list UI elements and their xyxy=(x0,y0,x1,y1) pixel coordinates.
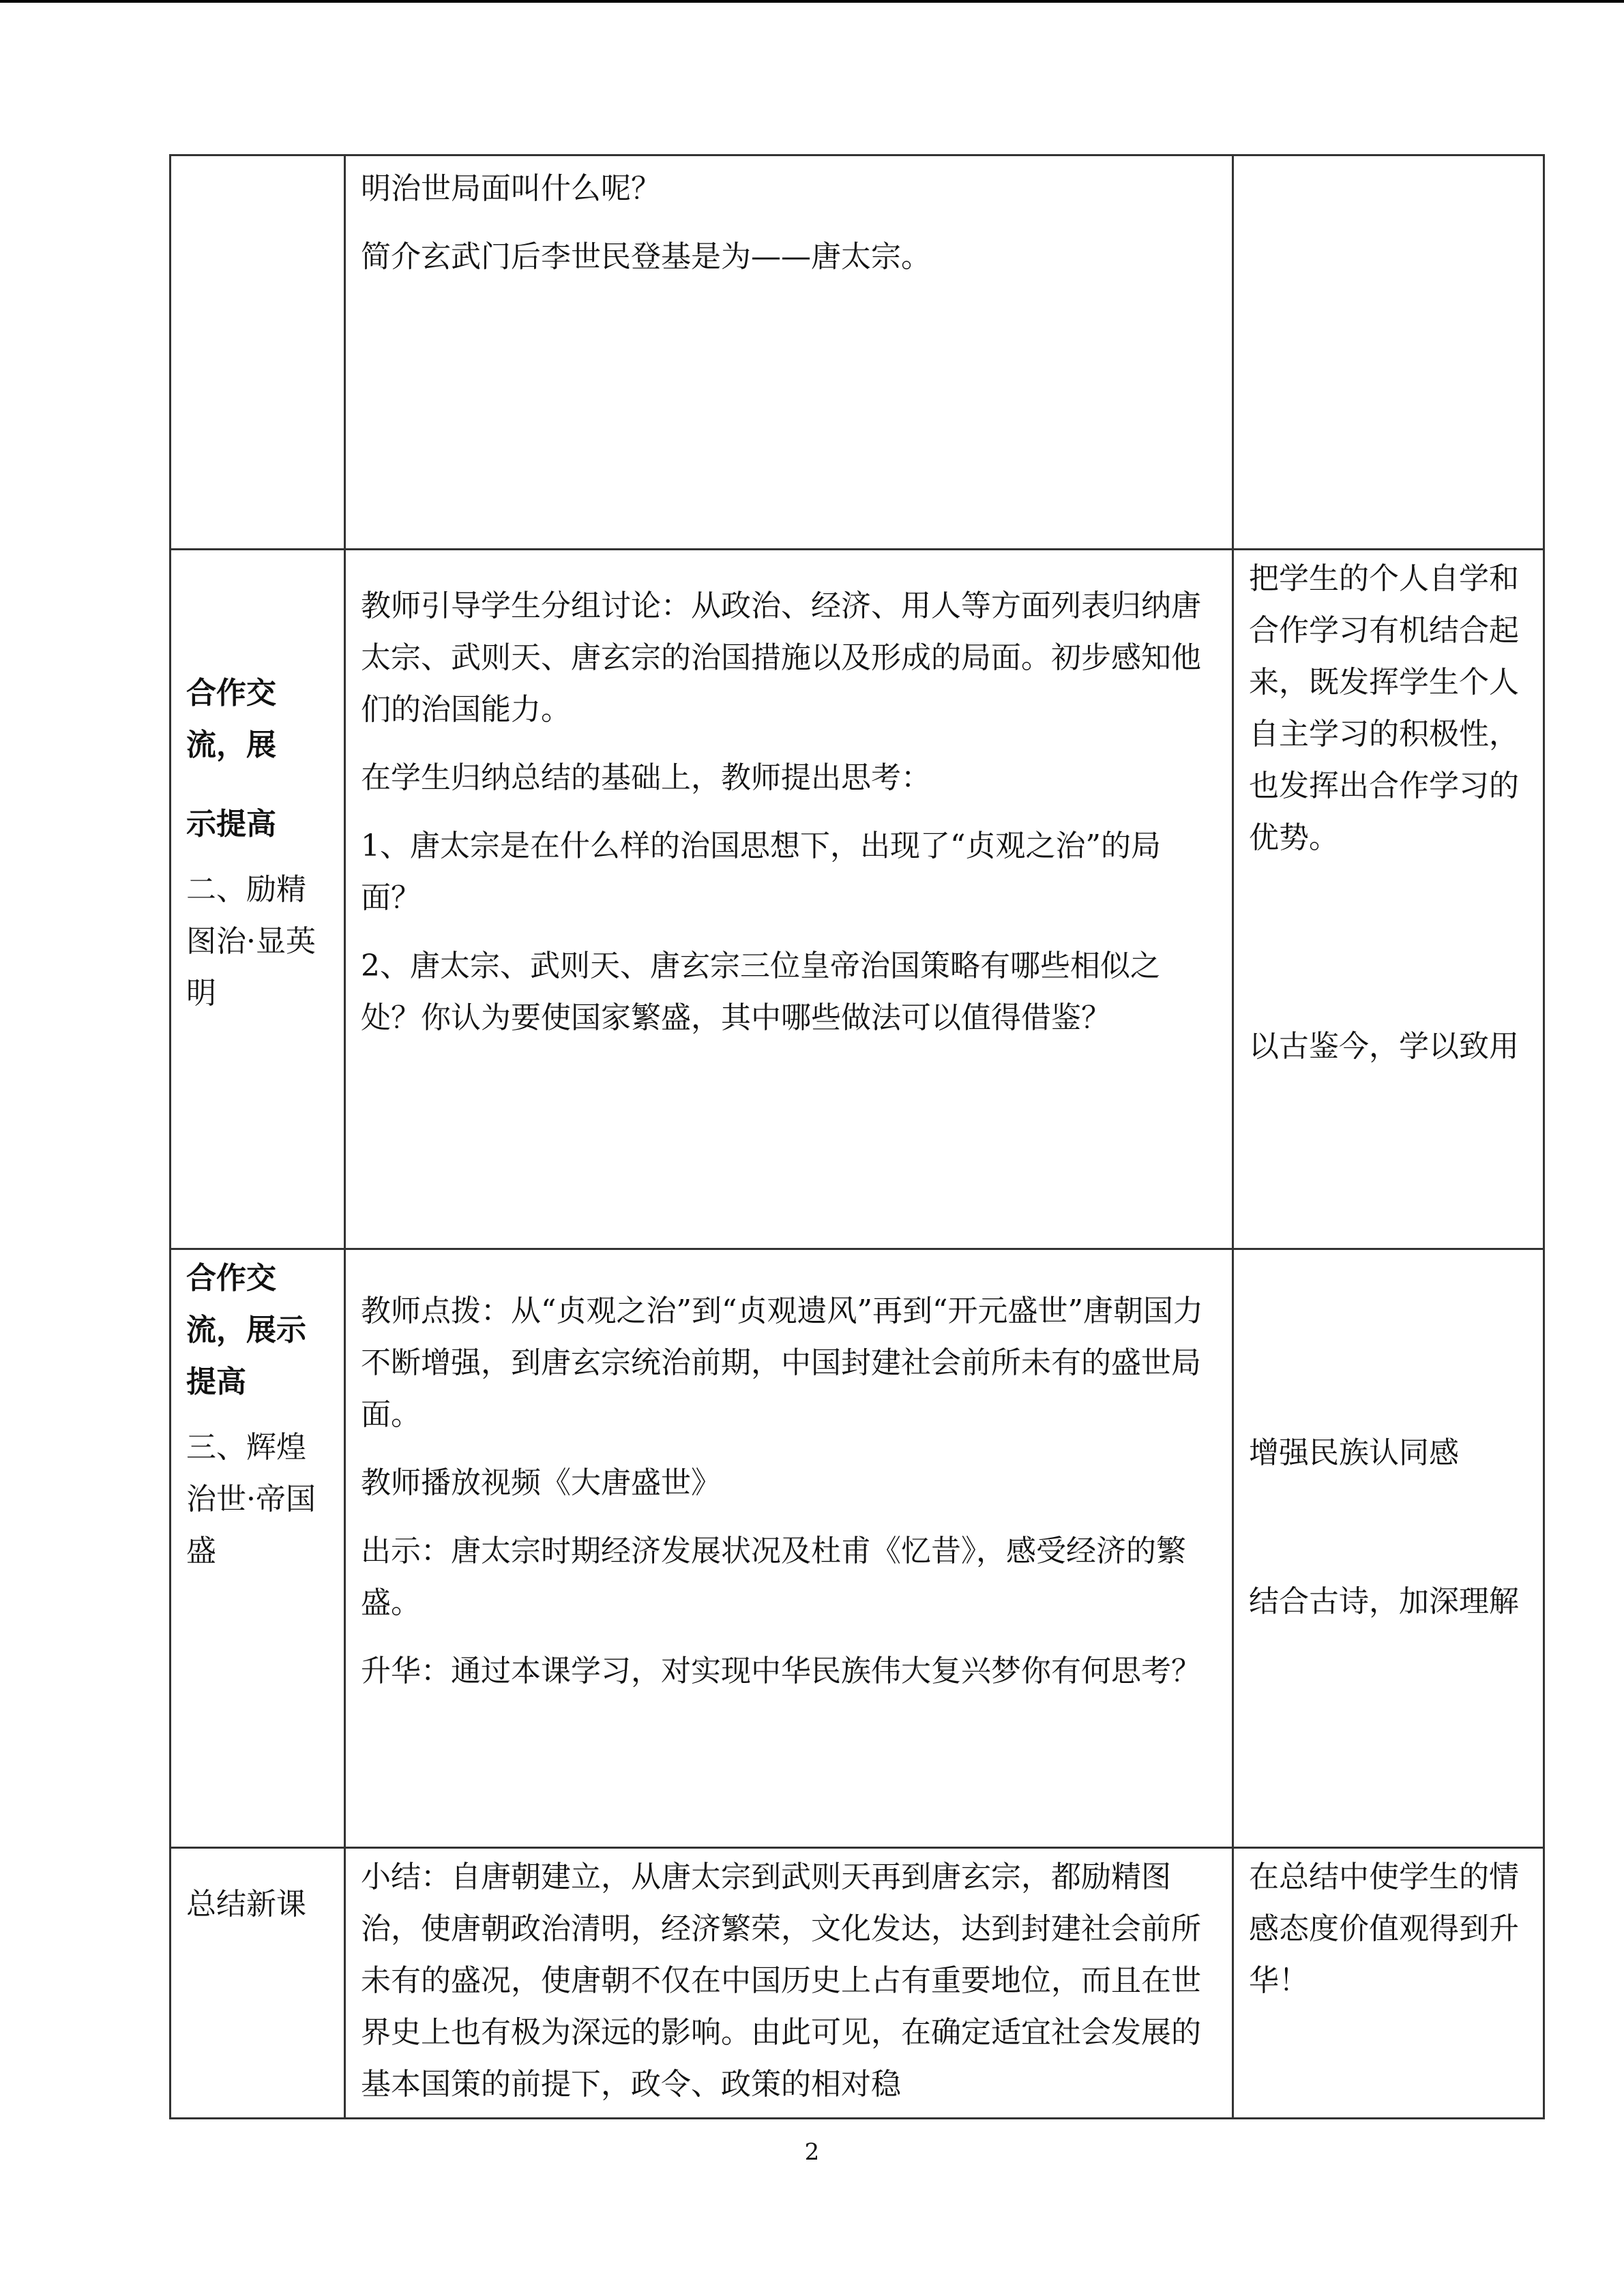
table-row xyxy=(171,155,1544,550)
lesson-plan-table xyxy=(169,154,1545,2119)
stage-cell xyxy=(171,1848,345,2119)
stage-title-cont: 示提高 xyxy=(186,807,276,841)
paragraph: 明治世局面叫什么呢？ xyxy=(361,171,661,206)
design-intent-cell xyxy=(1233,550,1544,1249)
paragraph: 教师点拨：从“贞观之治”到“贞观遗风”再到“开元盛世”唐朝国力不断增强，到唐玄宗统治前期，中国封建社会前所未有的盛世局面。 xyxy=(361,1294,1203,1432)
paragraph: 升华：通过本课学习，对实现中华民族伟大复兴梦你有何思考？ xyxy=(361,1654,1201,1688)
design-intent-cell xyxy=(1233,1249,1544,1848)
paragraph: 教师引导学生分组讨论：从政治、经济、用人等方面列表归纳唐太宗、武则天、唐玄宗的治国措施以及形成的局面。初步感知他们的治国能力。 xyxy=(361,588,1201,727)
teacher-activity-cell xyxy=(345,1249,1233,1848)
top-border-line xyxy=(0,0,1624,3)
intent-paragraph: 结合古诗，加深理解 xyxy=(1249,1584,1519,1619)
intent-paragraph: 把学生的个人自学和合作学习有机结合起来，既发挥学生个人自主学习的积极性，也发挥出合作学习的优势。 xyxy=(1249,561,1519,855)
table-row xyxy=(171,1249,1544,1848)
table-row xyxy=(171,550,1544,1249)
stage-subtitle: 三、辉煌治世·帝国盛 xyxy=(186,1430,316,1568)
intent-paragraph: 以古鉴今，学以致用 xyxy=(1249,1029,1519,1064)
table-row xyxy=(171,1848,1544,2119)
design-intent-cell xyxy=(1233,155,1544,550)
teacher-activity-cell xyxy=(345,550,1233,1249)
paragraph: 教师播放视频《大唐盛世》 xyxy=(361,1465,721,1500)
stage-title: 总结新课 xyxy=(186,1887,306,1922)
teacher-activity-cell xyxy=(345,155,1233,550)
paragraph: 简介玄武门后李世民登基是为——唐太宗。 xyxy=(361,239,931,274)
stage-cell xyxy=(171,550,345,1249)
stage-title: 合作交流，展 xyxy=(186,676,276,762)
design-intent-cell xyxy=(1233,1848,1544,2119)
intent-paragraph: 在总结中使学生的情感态度价值观得到升华！ xyxy=(1249,1860,1519,1998)
page-number: 2 xyxy=(804,2138,820,2166)
document-page xyxy=(169,154,1543,2107)
stage-cell xyxy=(171,1249,345,1848)
paragraph: 在学生归纳总结的基础上，教师提出思考： xyxy=(361,760,931,795)
stage-title: 合作交流，展示提高 xyxy=(186,1261,306,1399)
teacher-activity-cell xyxy=(345,1848,1233,2119)
paragraph: 出示：唐太宗时期经济发展状况及杜甫《忆昔》，感受经济的繁盛。 xyxy=(361,1534,1186,1620)
paragraph: 小结：自唐朝建立，从唐太宗到武则天再到唐玄宗，都励精图治，使唐朝政治清明，经济繁荣，文化发达，达到封建社会前所未有的盛况，使唐朝不仅在中国历史上占有重要地位，而且在世界史上也有极为深远的影响。由此可见，在确定适宜社会发展的基本国策的前提下，政令、政策的相对稳 xyxy=(361,1860,1201,2102)
paragraph: 1、唐太宗是在什么样的治国思想下，出现了“贞观之治”的局面？ xyxy=(361,829,1161,915)
paragraph: 2、唐太宗、武则天、唐玄宗三位皇帝治国策略有哪些相似之处？你认为要使国家繁盛，其中哪些做法可以值得借鉴？ xyxy=(361,949,1160,1035)
intent-paragraph: 增强民族认同感 xyxy=(1249,1435,1459,1470)
stage-cell xyxy=(171,155,345,550)
stage-subtitle: 二、励精图治·显英明 xyxy=(186,872,316,1011)
